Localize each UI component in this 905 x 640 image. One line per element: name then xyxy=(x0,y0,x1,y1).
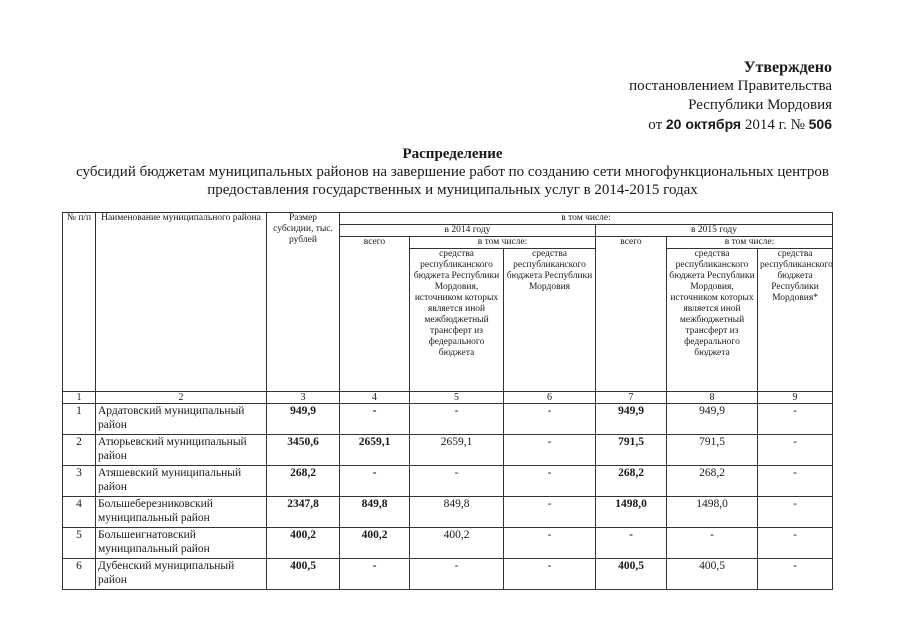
date-prefix: от xyxy=(648,117,663,133)
header-num: № п/п xyxy=(63,213,96,392)
row-fed-2015: - xyxy=(667,528,758,559)
row-fed-2015: 268,2 xyxy=(667,466,758,497)
table-row xyxy=(63,435,833,466)
colnum-6: 6 xyxy=(504,392,596,404)
row-fed-2014: 2659,1 xyxy=(410,435,504,466)
title-line-1: Распределение xyxy=(402,146,503,162)
header-including: в том числе: xyxy=(340,213,833,225)
row-rep-2015: - xyxy=(758,466,833,497)
row-size: 400,2 xyxy=(267,528,340,559)
colnum-3: 3 xyxy=(267,392,340,404)
row-num: 5 xyxy=(63,528,96,559)
subsidy-table xyxy=(62,212,833,590)
header-total-2014: всего xyxy=(340,237,410,392)
decree-number: 506 xyxy=(808,116,832,132)
row-fed-2014: - xyxy=(410,404,504,435)
row-name: Большеигнатовский муниципальный район xyxy=(96,528,267,559)
colnum-1: 1 xyxy=(63,392,96,404)
row-name: Большеберезниковский муниципальный район xyxy=(96,497,267,528)
header-size: Размер субсидии, тыс. рублей xyxy=(267,213,340,392)
document-title xyxy=(0,145,905,199)
table-row xyxy=(63,559,833,590)
row-total-2014: - xyxy=(340,404,410,435)
row-rep-2015: - xyxy=(758,404,833,435)
colnum-2: 2 xyxy=(96,392,267,404)
row-size: 400,5 xyxy=(267,559,340,590)
row-fed-2014: - xyxy=(410,559,504,590)
row-name: Атюрьевский муниципальный район xyxy=(96,435,267,466)
row-rep-2014: - xyxy=(504,528,596,559)
header-rep-2015: средства республиканского бюджета Республики Мордовия* xyxy=(758,249,833,392)
date-handwritten: 20 октября xyxy=(665,116,742,132)
approved-label: Утверждено xyxy=(743,59,832,76)
title-line-2: субсидий бюджетам муниципальных районов на завершение работ по созданию сети многофункциональных центров xyxy=(76,164,829,180)
row-fed-2015: 791,5 xyxy=(667,435,758,466)
row-num: 6 xyxy=(63,559,96,590)
header-2015: в 2015 году xyxy=(596,225,833,237)
row-rep-2015: - xyxy=(758,528,833,559)
row-fed-2014: 400,2 xyxy=(410,528,504,559)
colnum-8: 8 xyxy=(667,392,758,404)
row-size: 268,2 xyxy=(267,466,340,497)
colnum-9: 9 xyxy=(758,392,833,404)
header-rep-2014: средства республиканского бюджета Республики Мордовия xyxy=(504,249,596,392)
row-rep-2014: - xyxy=(504,435,596,466)
row-size: 949,9 xyxy=(267,404,340,435)
row-total-2014: 2659,1 xyxy=(340,435,410,466)
row-fed-2014: - xyxy=(410,466,504,497)
approval-line-1: постановлением Правительства xyxy=(629,78,832,94)
approval-block xyxy=(572,58,832,135)
row-name: Дубенский муниципальный район xyxy=(96,559,267,590)
row-fed-2014: 849,8 xyxy=(410,497,504,528)
row-total-2015: 268,2 xyxy=(596,466,667,497)
row-rep-2015: - xyxy=(758,559,833,590)
row-total-2014: 849,8 xyxy=(340,497,410,528)
header-name: Наименование муниципального района xyxy=(96,213,267,392)
row-fed-2015: 949,9 xyxy=(667,404,758,435)
row-total-2015: 400,5 xyxy=(596,559,667,590)
colnum-4: 4 xyxy=(340,392,410,404)
row-total-2015: 949,9 xyxy=(596,404,667,435)
approval-date-line xyxy=(572,115,832,135)
row-rep-2015: - xyxy=(758,435,833,466)
header-including-2015: в том числе: xyxy=(667,237,833,249)
row-rep-2014: - xyxy=(504,497,596,528)
row-size: 2347,8 xyxy=(267,497,340,528)
column-numbers-row xyxy=(63,392,833,404)
row-rep-2014: - xyxy=(504,559,596,590)
row-rep-2015: - xyxy=(758,497,833,528)
header-including-2014: в том числе: xyxy=(410,237,596,249)
table-row xyxy=(63,528,833,559)
row-total-2015: 791,5 xyxy=(596,435,667,466)
row-fed-2015: 400,5 xyxy=(667,559,758,590)
title-line-3: предоставления государственных и муниципальных услуг в 2014-2015 годах xyxy=(207,182,698,198)
header-total-2015: всего xyxy=(596,237,667,392)
row-name: Ардатовский муниципальный район xyxy=(96,404,267,435)
header-fed-2015: средства республиканского бюджета Республики Мордовия, источником которых является иной межбюджетный трансферт из федерального бюджета xyxy=(667,249,758,392)
header-fed-2014: средства республиканского бюджета Республики Мордовия, источником которых является иной межбюджетный трансферт из федерального бюджета xyxy=(410,249,504,392)
table-row xyxy=(63,497,833,528)
row-total-2015: - xyxy=(596,528,667,559)
row-num: 4 xyxy=(63,497,96,528)
row-rep-2014: - xyxy=(504,404,596,435)
table-row xyxy=(63,466,833,497)
row-total-2014: - xyxy=(340,559,410,590)
row-name: Атяшевский муниципальный район xyxy=(96,466,267,497)
row-rep-2014: - xyxy=(504,466,596,497)
row-fed-2015: 1498,0 xyxy=(667,497,758,528)
row-num: 2 xyxy=(63,435,96,466)
row-total-2014: 400,2 xyxy=(340,528,410,559)
row-num: 1 xyxy=(63,404,96,435)
row-total-2015: 1498,0 xyxy=(596,497,667,528)
colnum-7: 7 xyxy=(596,392,667,404)
date-suffix: 2014 г. № xyxy=(744,117,805,133)
header-2014: в 2014 году xyxy=(340,225,596,237)
row-num: 3 xyxy=(63,466,96,497)
colnum-5: 5 xyxy=(410,392,504,404)
approval-line-2: Республики Мордовия xyxy=(688,97,832,113)
table-row xyxy=(63,404,833,435)
row-total-2014: - xyxy=(340,466,410,497)
header-row-1 xyxy=(63,213,833,225)
row-size: 3450,6 xyxy=(267,435,340,466)
